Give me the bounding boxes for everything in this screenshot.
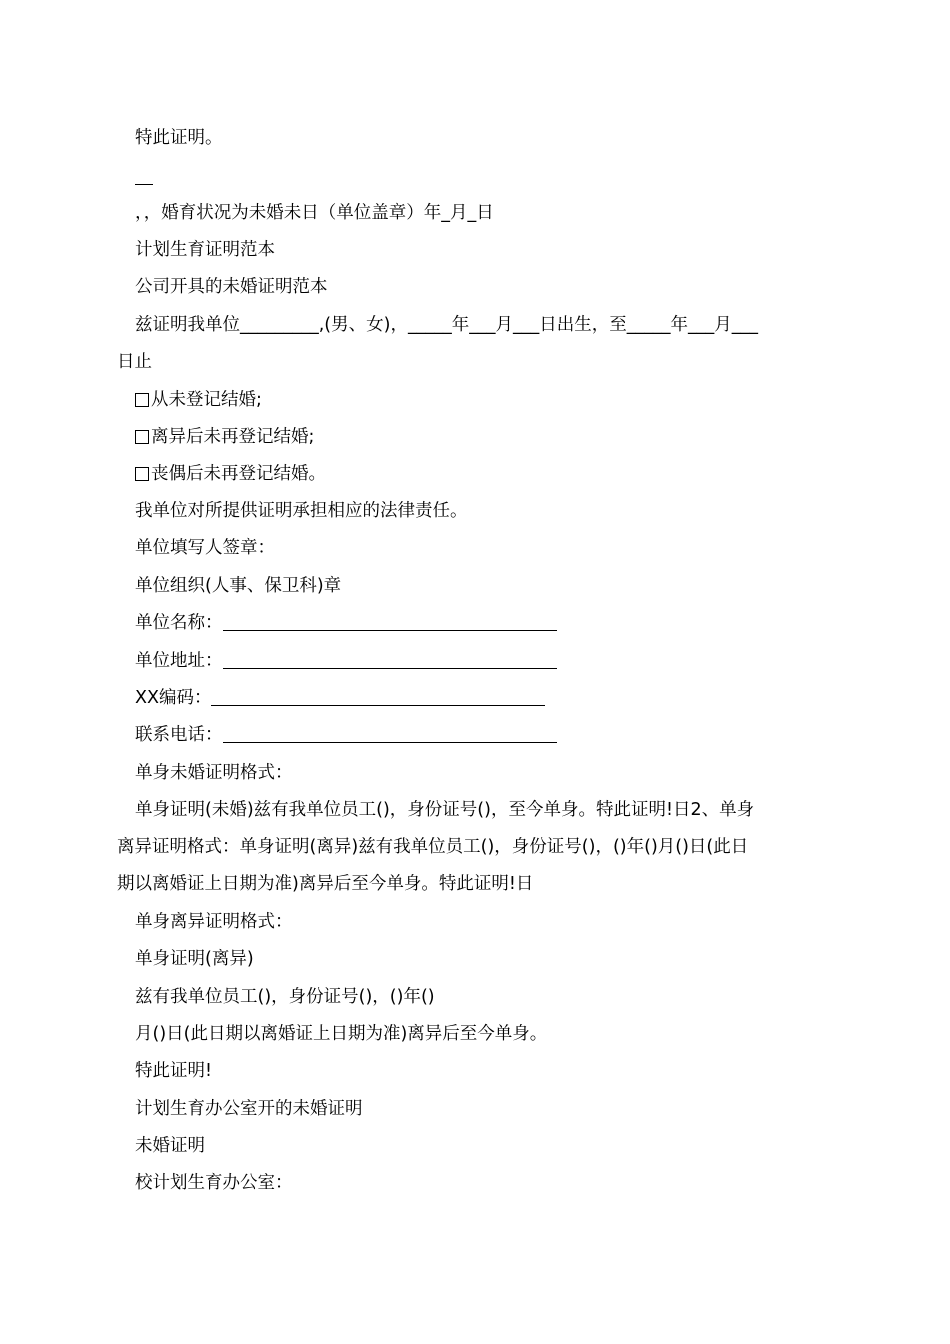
- paragraph-line-1: 单身证明(未婚)兹有我单位员工()，身份证号()，至今单身。特此证明!日2、单身: [135, 800, 755, 820]
- phone-field: [135, 724, 557, 746]
- section-title-company-template: 公司开具的未婚证明范本: [135, 277, 328, 297]
- dash-mark: [135, 184, 153, 185]
- liability-statement: 我单位对所提供证明承担相应的法律责任。: [135, 501, 468, 521]
- unit-address-blank[interactable]: [223, 652, 557, 669]
- option-widowed-label: 丧偶后未再登记结婚。: [151, 464, 326, 484]
- phone-label: 联系电话：: [135, 725, 223, 745]
- certificate-body-2: 月()日(此日期以离婚证上日期为准)离异后至今单身。: [135, 1024, 548, 1044]
- postal-code-field: [135, 687, 545, 709]
- certify-line: 兹证明我单位_________,(男、女)，_____年___月___日出生，至_____年___月___: [135, 315, 758, 335]
- checkbox-divorced[interactable]: [135, 430, 149, 444]
- single-divorced-format-title: 单身离异证明格式：: [135, 912, 293, 932]
- section-title-family-planning: 计划生育证明范本: [135, 240, 275, 260]
- option-divorced: [135, 426, 314, 448]
- certificate-closing: 特此证明!: [135, 1061, 213, 1081]
- certificate-heading: 单身证明(离异): [135, 949, 254, 969]
- single-unmarried-format-title: 单身未婚证明格式：: [135, 763, 293, 783]
- org-seal-label: 单位组织(人事、保卫科)章: [135, 576, 342, 596]
- certify-line-end: 日止: [117, 352, 152, 372]
- certificate-body-1: 兹有我单位员工()，身份证号()，()年(): [135, 987, 435, 1007]
- checkbox-widowed[interactable]: [135, 467, 149, 481]
- unit-name-blank[interactable]: [223, 614, 557, 631]
- phone-blank[interactable]: [223, 726, 557, 743]
- postal-code-blank[interactable]: [211, 689, 545, 706]
- unit-address-label: 单位地址：: [135, 651, 223, 671]
- option-widowed: [135, 463, 326, 485]
- option-never-married: [135, 389, 262, 411]
- postal-code-label: XX编码：: [135, 688, 212, 708]
- paragraph-line-2: 离异证明格式：单身证明(离异)兹有我单位员工()，身份证号()，()年()月()日(此日: [117, 837, 749, 857]
- option-divorced-label: 离异后未再登记结婚;: [151, 427, 315, 447]
- addressee-line: 校计划生育办公室：: [135, 1173, 293, 1193]
- checkbox-never-married[interactable]: [135, 393, 149, 407]
- paragraph-line-3: 期以离婚证上日期为准)离异后至今单身。特此证明!日: [117, 874, 534, 894]
- unit-name-label: 单位名称：: [135, 613, 223, 633]
- section-title-office-cert: 计划生育办公室开的未婚证明: [135, 1099, 363, 1119]
- unit-address-field: [135, 650, 557, 672]
- closing-statement: 特此证明。: [135, 128, 223, 148]
- signer-label: 单位填写人签章：: [135, 538, 275, 558]
- unit-name-field: [135, 612, 557, 634]
- unmarried-cert-title: 未婚证明: [135, 1136, 205, 1156]
- marital-status-line: ，，婚育状况为未婚未日（单位盖章）年_月_日: [135, 203, 494, 223]
- option-never-married-label: 从未登记结婚;: [151, 390, 262, 410]
